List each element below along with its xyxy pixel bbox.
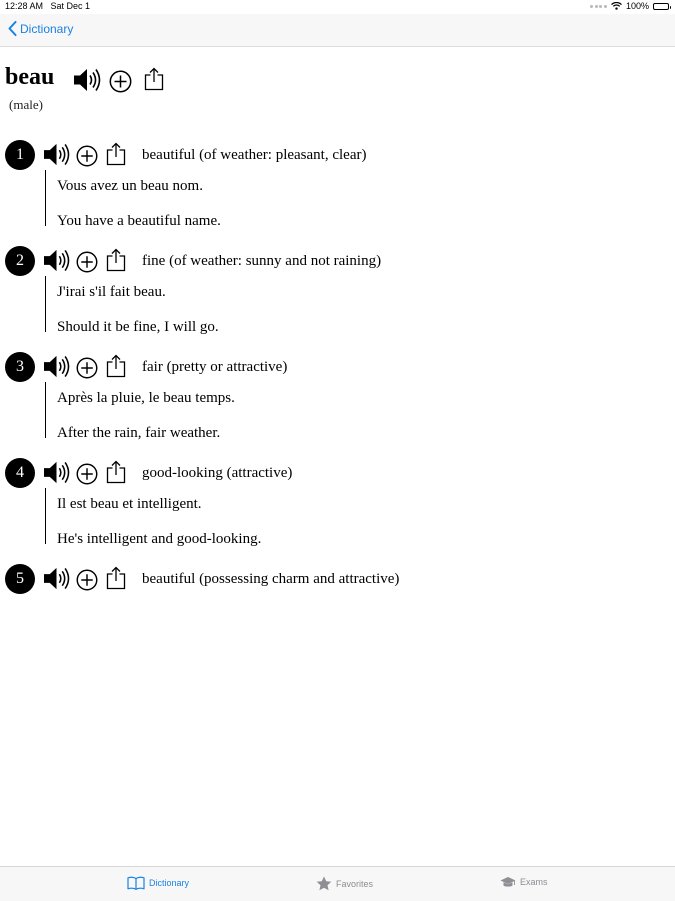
tab-favorites-label: Favorites <box>336 878 374 889</box>
back-label: Dictionary <box>20 21 74 36</box>
sense-definition: beautiful (of weather: pleasant, clear) <box>142 147 367 163</box>
add-circle-icon[interactable] <box>76 569 98 591</box>
example-french: J'irai s'il fait beau. <box>57 284 166 300</box>
graduation-cap-icon <box>500 876 516 888</box>
tab-exams-label: Exams <box>520 877 548 887</box>
book-icon <box>127 876 145 890</box>
sense-5 <box>0 564 675 670</box>
sense-number: 3 <box>5 352 35 382</box>
example-block <box>45 488 262 547</box>
example-french: Après la pluie, le beau temps. <box>57 390 235 406</box>
example-french: Vous avez un beau nom. <box>57 178 203 194</box>
speaker-icon[interactable] <box>43 354 70 379</box>
tab-exams[interactable] <box>500 876 548 888</box>
back-button[interactable] <box>8 21 73 36</box>
sense-number: 4 <box>5 458 35 488</box>
sense-number: 1 <box>5 140 35 170</box>
example-block <box>45 382 235 441</box>
share-icon[interactable] <box>106 354 126 378</box>
example-english: You have a beautiful name. <box>57 213 221 229</box>
speaker-icon[interactable] <box>43 566 70 591</box>
star-icon <box>316 876 332 891</box>
sense-definition: fine (of weather: sunny and not raining) <box>142 253 382 269</box>
example-english: After the rain, fair weather. <box>57 425 221 441</box>
sense-number: 5 <box>5 564 35 594</box>
share-icon[interactable] <box>106 460 126 484</box>
entry-gender: (male) <box>9 97 43 112</box>
add-circle-icon[interactable] <box>76 251 98 273</box>
speaker-icon[interactable] <box>43 460 70 485</box>
example-french: Il est beau et intelligent. <box>57 496 202 512</box>
speaker-icon[interactable] <box>43 142 70 167</box>
battery-icon <box>653 3 669 10</box>
example-english: Should it be fine, I will go. <box>57 319 219 335</box>
add-circle-icon[interactable] <box>109 70 132 93</box>
tab-dictionary-label: Dictionary <box>149 878 190 888</box>
sense-definition: good-looking (attractive) <box>142 465 293 481</box>
add-circle-icon[interactable] <box>76 463 98 485</box>
status-bar <box>0 0 675 14</box>
share-icon[interactable] <box>106 248 126 272</box>
signal-icon <box>590 5 607 8</box>
add-circle-icon[interactable] <box>76 357 98 379</box>
chevron-left-icon <box>8 21 17 36</box>
entry-word: beau <box>5 64 55 90</box>
status-right <box>590 1 669 11</box>
share-icon[interactable] <box>106 566 126 590</box>
example-english: He's intelligent and good-looking. <box>57 531 262 547</box>
tab-dictionary[interactable] <box>127 876 189 890</box>
example-block <box>45 276 219 335</box>
battery-percent: 100% <box>625 1 649 11</box>
sense-definition: fair (pretty or attractive) <box>142 359 288 375</box>
share-icon[interactable] <box>106 142 126 166</box>
sense-definition: beautiful (possessing charm and attractive) <box>142 571 400 587</box>
share-icon[interactable] <box>144 67 164 91</box>
sense-2 <box>0 246 675 352</box>
sense-number: 2 <box>5 246 35 276</box>
sense-3 <box>0 352 675 458</box>
wifi-icon <box>611 2 622 10</box>
example-block <box>45 170 221 229</box>
sense-1 <box>0 140 675 246</box>
sense-4 <box>0 458 675 564</box>
navigation-bar <box>0 14 675 47</box>
add-circle-icon[interactable] <box>76 145 98 167</box>
tab-favorites[interactable] <box>316 876 373 891</box>
tab-bar <box>0 866 675 901</box>
status-time: 12:28 AM Sat Dec 1 <box>5 1 91 11</box>
speaker-icon[interactable] <box>73 67 101 93</box>
speaker-icon[interactable] <box>43 248 70 273</box>
